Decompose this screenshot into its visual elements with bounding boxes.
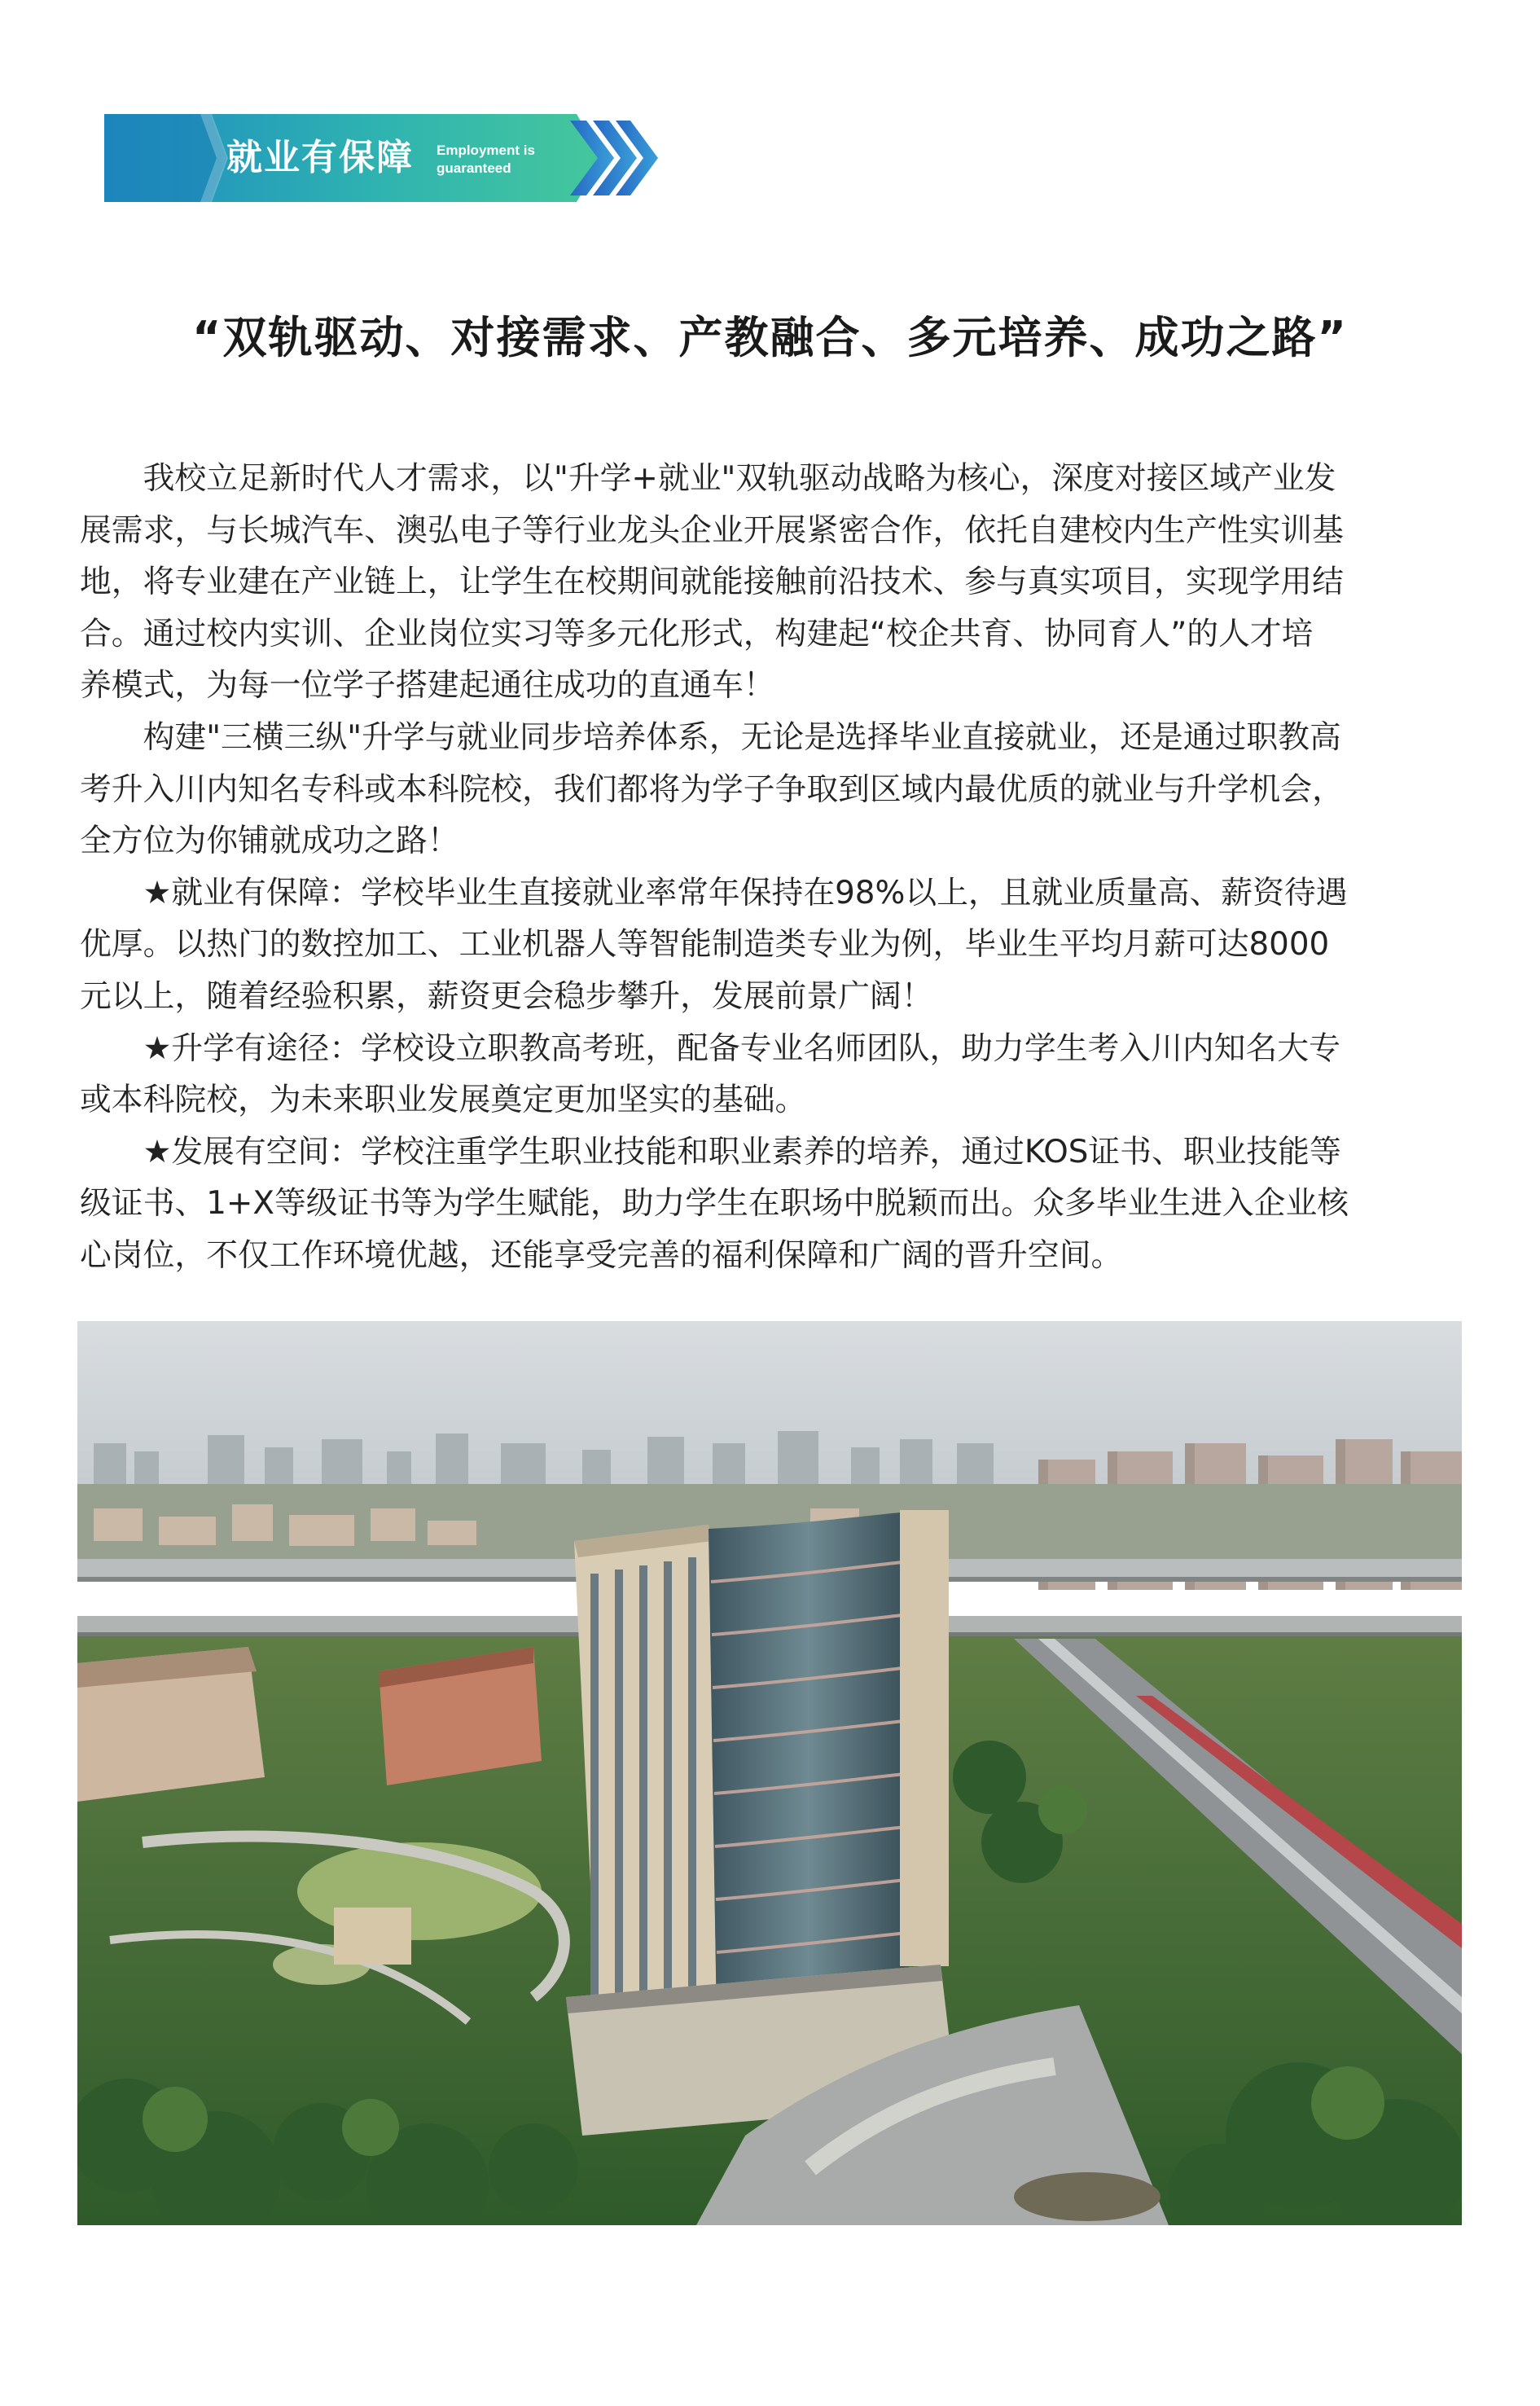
- campus-aerial-photo: [77, 1321, 1462, 2225]
- headline: “双轨驱动、对接需求、产教融合、多元培养、成功之路”: [192, 312, 1348, 363]
- banner-subtitle: Employment is guaranteed: [437, 143, 535, 176]
- text-line: 我校立足新时代人才需求，以"升学+就业"双轨驱动战略为核心，深度对接区域产业发: [143, 460, 1336, 497]
- paragraph-further-study: [80, 1023, 1459, 1126]
- text-line: 养模式，为每一位学子搭建起通往成功的直通车！: [80, 667, 775, 705]
- paragraph-intro: [80, 453, 1459, 712]
- section-banner: [104, 114, 658, 202]
- text-line: 心岗位，不仅工作环境优越，还能享受完善的福利保障和广阔的晋升空间。: [80, 1236, 1123, 1274]
- text-line: 地，将专业建在产业链上，让学生在校期间就能接触前沿技术、参与真实项目，实现学用结: [80, 564, 1344, 601]
- text-line: 或本科院校，为未来职业发展奠定更加坚实的基础。: [80, 1082, 807, 1119]
- text-line: 元以上，随着经验积累，薪资更会稳步攀升，发展前景广阔！: [80, 977, 933, 1015]
- text-line: ★升学有途径：学校设立职教高考班，配备专业名师团队，助力学生考入川内知名大专: [143, 1030, 1340, 1067]
- text-line: 构建"三横三纵"升学与就业同步培养体系，无论是选择毕业直接就业，还是通过职教高: [143, 718, 1341, 756]
- article-body: [80, 453, 1459, 1282]
- text-line: 合。通过校内实训、企业岗位实习等多元化形式，构建起“校企共育、协同育人”的人才培: [80, 615, 1314, 652]
- paragraph-development: [80, 1126, 1459, 1282]
- paragraph-system: [80, 712, 1459, 867]
- text-line: 展需求，与长城汽车、澳弘电子等行业龙头企业开展紧密合作，依托自建校内生产性实训基: [80, 511, 1344, 549]
- text-line: ★发展有空间：学校注重学生职业技能和职业素养的培养，通过KOS证书、职业技能等: [143, 1133, 1341, 1170]
- text-line: 优厚。以热门的数控加工、工业机器人等智能制造类专业为例，毕业生平均月薪可达8000: [80, 926, 1330, 964]
- text-line: 全方位为你铺就成功之路！: [80, 823, 459, 860]
- text-line: ★就业有保障：学校毕业生直接就业率常年保持在98%以上，且就业质量高、薪资待遇: [143, 874, 1348, 911]
- text-line: 考升入川内知名专科或本科院校，我们都将为学子争取到区域内最优质的就业与升学机会，: [80, 771, 1344, 808]
- banner-title: 就业有保障: [226, 137, 414, 178]
- paragraph-employment: [80, 867, 1459, 1023]
- text-line: 级证书、1+X等级证书等为学生赋能，助力学生在职场中脱颖而出。众多毕业生进入企业核: [80, 1185, 1349, 1223]
